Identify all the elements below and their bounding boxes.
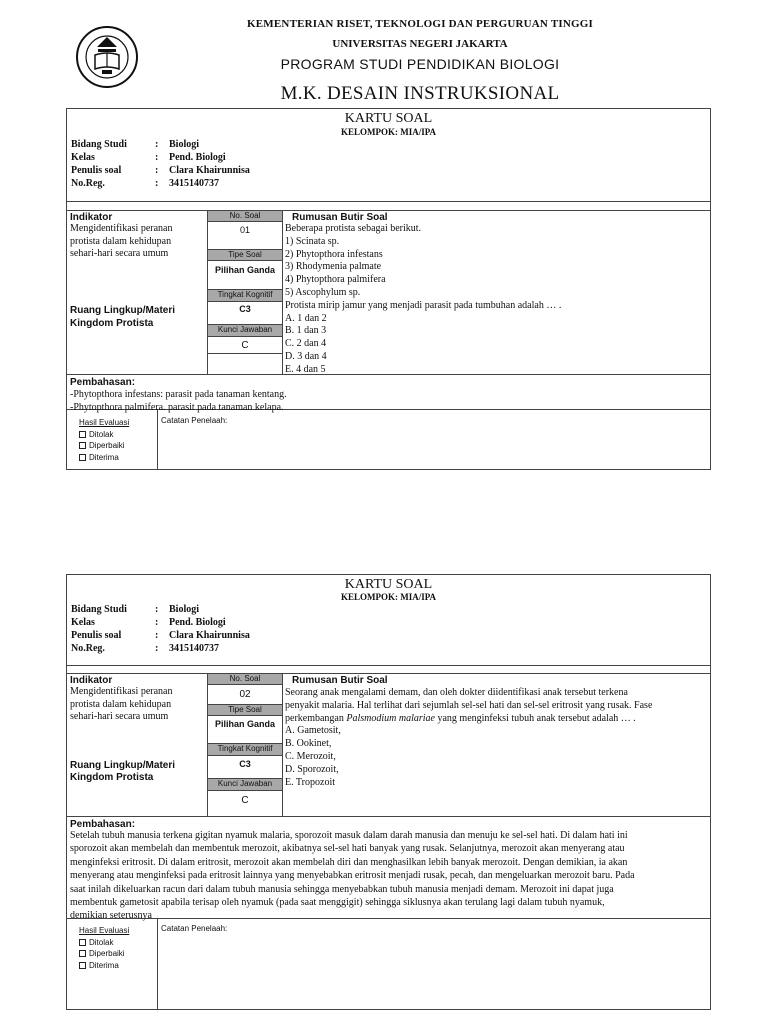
tingkat-kognitif-header: Tingkat Kognitif xyxy=(208,289,282,302)
no-soal-value: 02 xyxy=(239,689,251,700)
option-diterima[interactable] xyxy=(79,452,129,464)
meta-penulis: Clara Khairunnisa xyxy=(169,630,250,641)
meta-colon: : xyxy=(155,139,159,150)
tipe-soal-header: Tipe Soal xyxy=(208,249,282,261)
card-title: KARTU SOAL xyxy=(344,577,433,592)
checkbox-icon[interactable] xyxy=(79,442,86,449)
ruang-lingkup-label: Ruang Lingkup/Materi xyxy=(70,305,175,316)
meta-label: Kelas xyxy=(71,617,95,628)
tingkat-kognitif-value: C3 xyxy=(239,304,251,314)
hasil-evaluasi xyxy=(79,925,129,971)
meta-label: Penulis soal xyxy=(71,165,122,176)
ruang-lingkup-label: Ruang Lingkup/Materi xyxy=(70,760,175,771)
question-line: 1) Scinata sp. xyxy=(285,235,340,247)
pembahasan-text xyxy=(70,388,287,415)
option-label: Diterima xyxy=(89,960,119,970)
indikator-line: sehari-hari secara umum xyxy=(70,248,169,259)
hasil-evaluasi xyxy=(79,417,129,463)
option-label: Diperbaiki xyxy=(89,949,125,958)
pembahasan-line: membentuk gametosit apabila terisap oleh nyamuk (pada saat menggigit) sehingga siklusnya akan terulang lagi dalam tubuh nyamuk, xyxy=(70,897,605,909)
materi-value: Kingdom Protista xyxy=(70,772,154,783)
species-name: Palsmodium malariae xyxy=(346,712,435,724)
answer-option: C. 2 dan 4 xyxy=(285,338,327,350)
indikator-line: protista dalam kehidupan xyxy=(70,698,172,710)
meta-no-reg: 3415140737 xyxy=(169,643,219,654)
university-logo-icon xyxy=(75,25,139,89)
column-divider xyxy=(157,918,158,1010)
pembahasan-line: -Phytopthora infestans: parasit pada tanaman kentang. xyxy=(70,389,287,400)
program-title: PROGRAM STUDI PENDIDIKAN BIOLOGI xyxy=(280,56,560,72)
option-diterima[interactable] xyxy=(79,960,129,972)
tingkat-kognitif-header: Tingkat Kognitif xyxy=(208,743,282,756)
hasil-evaluasi-label: Hasil Evaluasi xyxy=(79,418,130,427)
option-label: Diterima xyxy=(89,452,119,462)
meta-colon: : xyxy=(155,630,159,641)
indikator-line: sehari-hari secara umum xyxy=(70,711,169,722)
kunci-jawaban-value: C xyxy=(241,340,249,351)
meta-no-reg: 3415140737 xyxy=(169,178,219,189)
question-line: 2) Phytopthora infestans xyxy=(285,248,383,260)
answer-option: D. Sporozoit, xyxy=(285,763,339,775)
meta-kelas: Pend. Biologi xyxy=(169,617,226,628)
card-kelompok: KELOMPOK: MIA/IPA xyxy=(340,592,437,602)
question-line: Seorang anak mengalami demam, dan oleh dokter diidentifikasi anak tersebut terkena xyxy=(285,687,628,698)
meta-label: No.Reg. xyxy=(71,643,105,654)
pembahasan-line: demikian seterusnya xyxy=(70,910,152,922)
answer-option: B. Ookinet, xyxy=(285,738,332,750)
question-line: 4) Phytopthora palmifera xyxy=(285,274,386,286)
meta-colon: : xyxy=(155,604,159,615)
indikator-label: Indikator xyxy=(70,212,113,223)
divider xyxy=(67,201,710,202)
card-meta xyxy=(71,138,250,190)
no-soal-header: No. Soal xyxy=(208,673,282,685)
card-meta xyxy=(71,603,250,655)
option-diperbaiki[interactable] xyxy=(79,948,129,960)
question-line: 5) Ascophylum sp. xyxy=(285,286,361,298)
pembahasan-text xyxy=(70,829,710,923)
meta-label: Kelas xyxy=(71,152,95,163)
column-divider xyxy=(282,210,283,374)
column-divider xyxy=(157,409,158,470)
card-kelompok: KELOMPOK: MIA/IPA xyxy=(340,127,437,137)
option-label: Ditolak xyxy=(89,937,114,947)
card-title: KARTU SOAL xyxy=(344,111,433,126)
divider xyxy=(208,353,282,354)
option-ditolak[interactable] xyxy=(79,937,129,949)
meta-label: Bidang Studi xyxy=(71,604,127,615)
pembahasan-line: menyerang atau menginfeksi pada eritrosit lainnya yang menyebabkan eritrosit menjadi rusak, pecah, dan mengeluarkan merozoit baru. Pada xyxy=(70,870,635,882)
pembahasan-label: Pembahasan: xyxy=(70,819,136,830)
course-title: M.K. DESAIN INSTRUKSIONAL xyxy=(280,83,560,104)
no-soal-header: No. Soal xyxy=(208,210,282,222)
pembahasan-label: Pembahasan: xyxy=(70,377,136,388)
answer-option: E. Tropozoit xyxy=(285,776,336,788)
meta-bidang-studi: Biologi xyxy=(169,139,200,150)
document-header xyxy=(0,0,768,108)
question-text xyxy=(285,687,652,789)
answer-option: C. Merozoit, xyxy=(285,750,336,762)
divider xyxy=(67,210,710,211)
ministry-title: KEMENTERIAN RISET, TEKNOLOGI DAN PERGURUAN TINGGI xyxy=(247,18,593,30)
indikator-label: Indikator xyxy=(70,675,113,686)
tipe-soal-value: Pilihan Ganda xyxy=(214,719,275,729)
rumusan-label: Rumusan Butir Soal xyxy=(292,675,388,686)
meta-bidang-studi: Biologi xyxy=(169,604,200,615)
option-ditolak[interactable] xyxy=(79,429,129,441)
meta-penulis: Clara Khairunnisa xyxy=(169,165,250,176)
meta-kelas: Pend. Biologi xyxy=(169,152,226,163)
indikator-line: Mengidentifikasi peranan xyxy=(70,686,173,697)
tipe-soal-value: Pilihan Ganda xyxy=(214,265,275,275)
checkbox-icon[interactable] xyxy=(79,431,86,438)
kunci-jawaban-value: C xyxy=(241,795,249,806)
meta-label: No.Reg. xyxy=(71,178,105,189)
meta-label: Penulis soal xyxy=(71,630,122,641)
meta-colon: : xyxy=(155,617,159,628)
question-line: Protista mirip jamur yang menjadi parasit pada tumbuhan adalah … . xyxy=(285,299,562,311)
question-line: 3) Rhodymenia palmate xyxy=(285,261,382,273)
catatan-label: Catatan Penelaah: xyxy=(161,924,228,933)
checkbox-icon[interactable] xyxy=(79,950,86,957)
question-segment: yang menginfeksi tubuh anak tersebut adalah … . xyxy=(434,712,636,724)
column-divider xyxy=(282,673,283,816)
question-text xyxy=(285,223,561,377)
divider xyxy=(67,673,710,674)
indikator-line: Mengidentifikasi peranan xyxy=(70,223,173,234)
answer-option: E. 4 dan 5 xyxy=(285,363,326,375)
hasil-evaluasi-label: Hasil Evaluasi xyxy=(79,926,130,935)
meta-colon: : xyxy=(155,643,159,654)
pembahasan-line: -Phytopthora palmifera. parasit pada tanaman kelapa. xyxy=(70,402,284,414)
checkbox-icon[interactable] xyxy=(79,454,86,461)
meta-label: Bidang Studi xyxy=(71,139,127,150)
option-label: Ditolak xyxy=(89,429,114,439)
question-card-1 xyxy=(66,108,711,470)
checkbox-icon[interactable] xyxy=(79,962,86,969)
answer-option: A. 1 dan 2 xyxy=(285,312,327,324)
materi-value: Kingdom Protista xyxy=(70,318,154,329)
answer-option: B. 1 dan 3 xyxy=(285,325,327,337)
indikator-text xyxy=(70,686,172,724)
tipe-soal-header: Tipe Soal xyxy=(208,704,282,716)
kunci-jawaban-header: Kunci Jawaban xyxy=(208,324,282,337)
indikator-line: protista dalam kehidupan xyxy=(70,235,172,247)
pembahasan-line: sporozoit akan membelah dan membentuk merozoit, akibatnya sel-sel hati banyak yang rusak. Selanjutnya, merozoit akan menyerang atau xyxy=(70,843,625,855)
option-label: Diperbaiki xyxy=(89,441,125,450)
question-line xyxy=(285,713,652,726)
checkbox-icon[interactable] xyxy=(79,939,86,946)
kunci-jawaban-header: Kunci Jawaban xyxy=(208,778,282,791)
option-diperbaiki[interactable] xyxy=(79,440,129,452)
catatan-label: Catatan Penelaah: xyxy=(161,416,228,425)
answer-option: A. Gametosit, xyxy=(285,725,341,737)
university-title: UNIVERSITAS NEGERI JAKARTA xyxy=(332,38,508,50)
question-line: Beberapa protista sebagai berikut. xyxy=(285,223,422,234)
question-card-2 xyxy=(66,574,711,1010)
meta-colon: : xyxy=(155,152,159,163)
no-soal-value: 01 xyxy=(239,225,250,235)
meta-colon: : xyxy=(155,178,159,189)
pembahasan-line: Setelah tubuh manusia terkena gigitan nyamuk malaria, sporozoit masuk dalam darah manusia dan menuju ke sel-sel hati. Di dalam hati ini xyxy=(70,830,628,841)
answer-option: D. 3 dan 4 xyxy=(285,350,327,362)
divider xyxy=(67,816,710,817)
pembahasan-line: menginfeksi eritrosit. Di dalam eritrosit, merozoit akan membelah diri dan menghasilkan lebih banyak merozoit. Dengan demikian, ia akan xyxy=(70,856,628,868)
divider xyxy=(67,665,710,666)
question-segment: perkembangan xyxy=(285,712,347,724)
pembahasan-line: saat inilah dikeluarkan racun dari dalam tubuh manusia sehingga menyebabkan tubuh manusia menjadi demam. Merozoit ini dapat juga xyxy=(70,883,614,895)
tingkat-kognitif-value: C3 xyxy=(239,759,251,769)
meta-colon: : xyxy=(155,165,159,176)
rumusan-label: Rumusan Butir Soal xyxy=(292,212,388,223)
indikator-text xyxy=(70,223,172,261)
question-line: penyakit malaria. Hal terlihat dari sejumlah sel-sel hati dan sel-sel eritrosit yang rusak. Fase xyxy=(285,699,653,711)
